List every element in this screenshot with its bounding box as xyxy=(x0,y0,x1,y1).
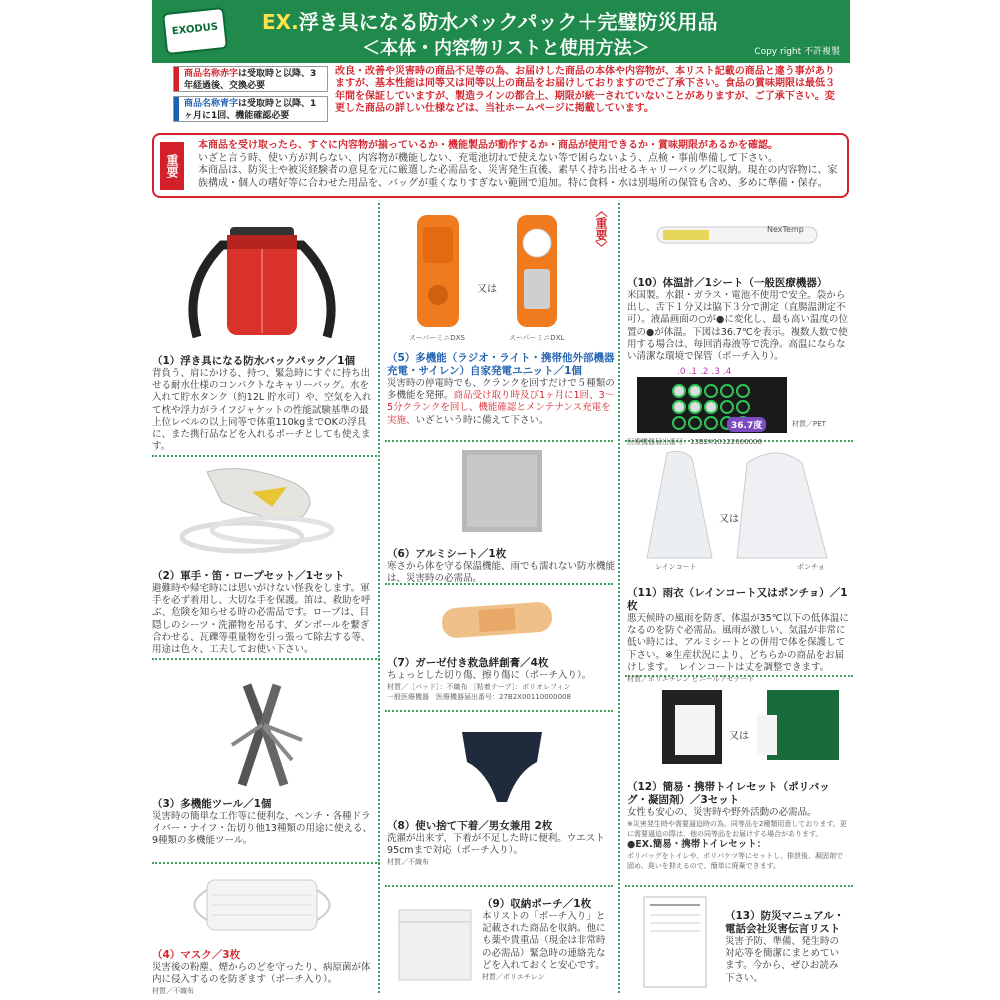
item-13-title: （13）防災マニュアル・電話会社災害伝言リスト xyxy=(725,910,845,935)
item-10-desc: 米国製。水銀・ガラス・電池不使用で安全。袋から出し、舌下１分又は脇下３分で測定（直腸温測定不可）。液晶画面の○が●に変化し、最も高い温度の位置の●が体温。下図は36.7℃を表示。複数人数で使用する場合は、毎回消毒液等で洗浄。高温にならない清潔な環境で保管（ポーチ入り）。 xyxy=(627,290,848,363)
item-2-title: （2）軍手・笛・ロープセット／1セット xyxy=(152,570,345,582)
backpack-image xyxy=(152,205,372,345)
item-11-desc: 悪天候時の風雨を防ぎ、体温が35℃以下の低体温になるのを防ぐ必需品。風雨が激しい、気温が非常に低い時には、アルミシートとの併用で体を保護して下さい。※生産状況により、どちらかの商品をお届けします。 レインコートは丈を調整できます。 xyxy=(627,613,849,673)
item-6-title: （6）アルミシート／1枚 xyxy=(387,548,507,560)
item-10-title: （10）体温計／1シート（一般医療機器） xyxy=(627,277,828,289)
legend-red-text: は受取時と以降、3年経過後、交換必要 xyxy=(184,69,317,91)
item-aluminum-sheet xyxy=(387,445,615,585)
brand-logo xyxy=(162,7,228,55)
raincoat-caption-a: レインコート xyxy=(655,563,697,571)
item-radio-unit xyxy=(387,205,615,427)
item-12-set-title: ●EX.簡易・携帯トイレセット： xyxy=(627,839,767,851)
item-raincoat xyxy=(627,448,849,684)
important-line-1: 本商品を受け取ったら、すぐに内容物が揃っているか・機能製品が動作するか・商品が使用できるか・賞味期限があるかを確認。 xyxy=(198,140,778,151)
item-13-desc: 災害予防、準備、発生時の対応等を簡潔にまとめています。今から、ぜひお読み下さい。 xyxy=(725,936,840,984)
radio-caption-b: スーパーミニDXL xyxy=(509,334,565,342)
raincoat-or-label: 又は xyxy=(719,514,739,525)
thermometer-dot xyxy=(705,417,717,429)
item-4-title: （4）マスク／3枚 xyxy=(152,949,241,961)
item-12-set-desc: ポリバッグをトイレや、ポリバケツ等にセットし、排泄後、凝固剤で固め、臭いを抑えるので、簡単に廃棄できます。 xyxy=(627,852,844,871)
item-12-desc: 女性も安心の、災害時や野外活動の必需品。 xyxy=(627,807,817,818)
legend-blue-em: 商品名称青字 xyxy=(184,99,239,109)
gloves-rope-image xyxy=(152,462,372,562)
item-underwear xyxy=(387,722,615,867)
row-divider xyxy=(625,885,853,887)
item-1-title: （1）浮き具になる防水バックパック／1個 xyxy=(152,355,355,367)
thermometer-diagram xyxy=(627,367,849,437)
legend-blue-text: は受取時と以降、1ヶ月に1回、機能確認必要 xyxy=(184,99,317,121)
legend-blue xyxy=(173,96,328,122)
radio-important-tag: 〈重要〉 xyxy=(594,205,608,253)
column-divider-2 xyxy=(618,203,620,993)
row-divider xyxy=(152,862,380,864)
item-5-title: （5）多機能（ラジオ・ライト・携帯他外部機器充電・サイレン）自家発電ユニット／1個 xyxy=(387,352,615,377)
important-text xyxy=(198,140,843,190)
item-5-desc-2: いざという時に備えて下さい。 xyxy=(415,414,549,426)
item-9-title: （9）収納ポーチ／1枚 xyxy=(482,898,592,910)
row-divider xyxy=(385,885,613,887)
thermometer-reading: 36.7度 xyxy=(727,417,766,432)
radio-caption-a: スーパーミニDXS xyxy=(409,334,465,342)
item-4-material: 材質／不織布 xyxy=(152,987,194,996)
thermometer-dot xyxy=(689,401,701,413)
thermometer-dot xyxy=(705,401,717,413)
important-line-2: いざと言う時、使い方が判らない、内容物が機能しない、充電池切れで使えない等で困らないよう、点検・事前準備して下さい。 xyxy=(198,152,778,164)
item-5-desc-red: 商品受け取り時及び1ヶ月に1回、3〜5分クランクを回し、機能確認とメンテナンス充電を実施、 xyxy=(387,390,615,426)
item-backpack xyxy=(152,205,372,453)
thermometer-dot xyxy=(705,385,717,397)
page-title xyxy=(262,6,718,35)
item-12-title: （12）簡易・携帯トイレセット（ポリバッグ・凝固剤）／3セット xyxy=(627,781,830,806)
item-6-desc: 寒さから体を守る保温機能、雨でも濡れない防水機能は、災害時の必需品。 xyxy=(387,561,616,585)
item-thermometer xyxy=(627,205,849,447)
pouch-image xyxy=(397,908,477,988)
raincoat-caption-b: ポンチョ xyxy=(797,563,825,571)
row-divider xyxy=(152,658,380,660)
item-12-note: ※災害発生時や需要逼迫時の為、同等品を2種類用意しております。更に需要逼迫の際は、他の同等品をお届けする場合があります。 xyxy=(627,820,847,839)
important-badge: 重要 xyxy=(160,142,184,190)
item-8-desc: 洗濯が出来ず、下着が不足した時に便利。ウエスト95cmまで対応（ポーチ入り）。 xyxy=(387,833,605,857)
item-9-material: 材質／ポリエチレン xyxy=(482,973,545,982)
title-main: 浮き具になる防水バックパック＋完璧防災用品 xyxy=(298,10,718,34)
item-7-desc: ちょっとした切り傷、擦り傷に（ポーチ入り）。 xyxy=(387,670,592,681)
row-divider xyxy=(152,455,380,457)
legend-red xyxy=(173,66,328,92)
header-banner xyxy=(152,0,850,63)
row-divider xyxy=(385,440,613,442)
mask-image xyxy=(152,870,372,940)
title-prefix: EX. xyxy=(262,10,299,34)
logo-text: EXODUS xyxy=(171,21,219,38)
thermometer-dot xyxy=(737,385,749,397)
column-divider-1 xyxy=(378,203,380,993)
item-7-registration: 一般医療機器 医療機器届出番号：27B2X00110000008 xyxy=(387,693,571,702)
item-2-desc: 避難時や帰宅時には思いがけない怪我をします。軍手を必ず着用し、大切な手を保護。笛は、救助を呼ぶ、危険を知らせる時の必需品です。ロープは、目隠しのシーツ・洗濯物を吊るす、ダンボールを繋ぎ合わせる、瓦礫等重量物を引っ張って除去する等、用途は色々、工夫してお使い下さい。 xyxy=(152,583,371,656)
copyright-text: Copy right 不許複製 xyxy=(754,47,840,57)
toilet-set-image xyxy=(627,685,849,767)
page-subtitle: ＜本体・内容物リストと使用方法＞ xyxy=(362,38,650,59)
row-divider xyxy=(385,710,613,712)
item-gloves-set xyxy=(152,462,372,656)
thermometer-dot xyxy=(689,385,701,397)
item-10-registration: 医療機器届出番号：13B2X10122000006 xyxy=(627,438,762,447)
legend-red-em: 商品名称赤字 xyxy=(184,69,239,79)
thermometer-dot xyxy=(689,417,701,429)
aluminum-sheet-image xyxy=(387,445,615,540)
item-10-material: 材質／PET xyxy=(792,420,826,429)
item-8-material: 材質／不織布 xyxy=(387,858,429,867)
toilet-or-label: 又は xyxy=(729,731,749,742)
item-multitool xyxy=(152,665,372,848)
thermometer-dot xyxy=(737,401,749,413)
item-1-desc: 背負う、肩にかける、持つ、緊急時にすぐに持ち出せる耐水仕様のコンパクトなキャリーバッグ。水を入れて貯水タンク（約12L 貯水可）や、空気を入れて枕や浮力がライフジャケットの性能試験基準の最上位レベルの以上同等で体重110kgまでOKの浮具に、また携行品などを入れるポーチとしても使えます。 xyxy=(152,368,372,453)
thermometer-dot xyxy=(673,385,685,397)
item-4-desc: 災害後の粉塵、煙からのどを守ったり、病原菌が体内に侵入するのを防ぎます（ポーチ入り）。 xyxy=(152,962,371,986)
radio-or-label: 又は xyxy=(477,284,497,295)
item-3-desc: 災害時の簡単な工作等に便利な、ペンチ・各種ドライバー・ナイフ・缶切り他13種類の用途に使える、9種類の多機能ツール。 xyxy=(152,811,372,847)
item-8-title: （8）使い捨て下着／男女兼用 2枚 xyxy=(387,820,553,832)
item-7-title: （7）ガーゼ付き救急絆創膏／4枚 xyxy=(387,657,549,669)
thermometer-dot xyxy=(721,385,733,397)
item-11-title: （11）雨衣（レインコート又はポンチョ）／1枚 xyxy=(627,587,848,612)
bandage-image xyxy=(387,595,615,645)
thermometer-dot xyxy=(673,401,685,413)
item-toilet-set xyxy=(627,685,849,871)
multitool-image xyxy=(152,665,372,790)
item-7-material: 材質／［パッド］：不織布 ［粘着テープ］：ポリオレフィン xyxy=(387,683,571,692)
item-3-title: （3）多機能ツール／1個 xyxy=(152,798,272,810)
item-bandage xyxy=(387,595,615,702)
thermometer-strip-image xyxy=(627,205,849,265)
item-5-desc-1: 災害時の停電時でも、クランクを回すだけで５種類の多機能を発揮。 xyxy=(387,378,615,402)
radio-image xyxy=(387,205,615,345)
item-11-material: 材質／ポリエチレン ビニールアセテート xyxy=(627,675,755,684)
thermometer-dot xyxy=(673,417,685,429)
important-line-3: 本商品は、防災士や被災経験者の意見を元に厳選した必需品を、災害発生直後、素早く持ち出せるキャリーバッグに収納。現在の内容物に、家族構成・個人の嗜好等に合わせた用品を、バッグが重くなりすぎない範囲で追加。特に食料・水は別場所の保管も含め、多めに準備・保存。 xyxy=(198,165,838,189)
notice-text: 改良・改善や災害時の商品不足等の為、お届けした商品の本体や内容物が、本リスト記載の商品と違う事がありますが、基本性能は同等又は同等以上の商品をお届けしておりますのでご了承下さい。食品の賞味期限は最低３年間を保証していますが、製造ラインの都合上、期限が統一されていないことがありますが、ご了承下さい。変更した商品の詳しい仕様などは、当社ホームページに掲載しています。 xyxy=(335,66,835,115)
underwear-image xyxy=(387,722,615,812)
item-5-desc xyxy=(387,378,615,427)
item-9-desc: 本リストの「ポーチ入り」と記載された商品を収納。他にも薬や貴重品（現金は非常時の必需品）緊急時の連絡先などを入れておくと安心です。 xyxy=(482,911,606,971)
item-mask xyxy=(152,870,372,996)
manual-image xyxy=(642,895,712,990)
thermometer-brand: NexTemp xyxy=(767,225,804,234)
important-box xyxy=(152,133,849,198)
thermometer-dot xyxy=(721,401,733,413)
thermometer-scale: .0 .1 .2 .3 .4 xyxy=(677,367,732,378)
